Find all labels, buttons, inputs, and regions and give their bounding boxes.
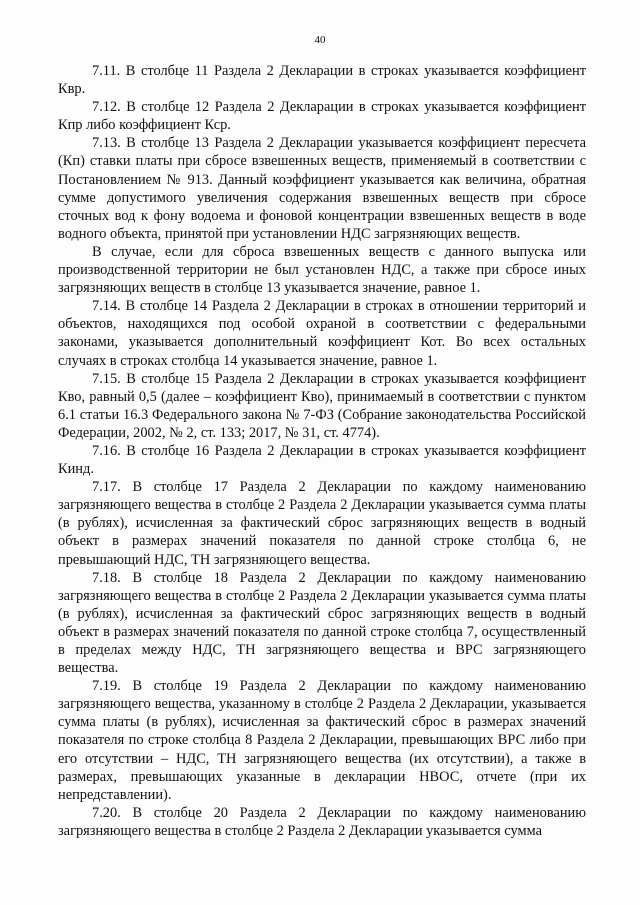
- paragraph-7-12: 7.12. В столбце 12 Раздела 2 Декларации в строках указывается коэффициент Кпр либо коэффициент Кср.: [58, 99, 586, 134]
- paragraph-7-18: 7.18. В столбце 18 Раздела 2 Декларации по каждому наименованию загрязняющего вещества в столбце 2 Раздела 2 Декларации указывается сумма платы (в рублях), исчисленная за фактический сброс загрязняющих веществ в водный объект в размерах значений показателя по данной строке столбца 7, осуществленный в пределах между НДС, ТН загрязняющего вещества и ВРС загрязняющего вещества.: [58, 569, 586, 677]
- page-number: 40: [314, 34, 326, 46]
- paragraph-7-15: 7.15. В столбце 15 Раздела 2 Декларации в строках указывается коэффициент Кво, равный 0,5 (далее – коэффициент Кво), принимаемый в соответствии с пунктом 6.1 статьи 16.3 Федерального закона № 7-ФЗ (Собрание законодательства Российской Федерации, 2002, № 2, ст. 133; 2017, № 31, ст. 4774).: [58, 370, 586, 441]
- paragraph-7-19: 7.19. В столбце 19 Раздела 2 Декларации по каждому наименованию загрязняющего вещества, указанному в столбце 2 Раздела 2 Декларации, указывается сумма платы (в рублях), исчисленная за фактический сброс в размерах значений показателя по строке столбца 8 Раздела 2 Декларации, превышающих ВРС либо при его отсутствии – НДС, ТН загрязняющего вещества (их отсутствии), а также в размерах, превышающих указанные в декларации НВОС, отчете (при их непредставлении).: [58, 678, 586, 803]
- paragraph-7-20: 7.20. В столбце 20 Раздела 2 Декларации по каждому наименованию загрязняющего вещества в столбце 2 Раздела 2 Декларации указывается сумма: [58, 804, 586, 839]
- paragraph-7-13: 7.13. В столбце 13 Раздела 2 Декларации указывается коэффициент пересчета (Кп) ставки платы при сбросе взвешенных веществ, применяемый в соответствии с Постановлением № 913. Данный коэффициент указывается как величина, обратная сумме допустимого увеличения содержания взвешенных веществ при сбросе сточных вод к фону водоема и фоновой концентрации взвешенных веществ в воде водного объекта, принятой при установлении НДС загрязняющих веществ.: [58, 135, 586, 242]
- paragraph-7-14: 7.14. В столбце 14 Раздела 2 Декларации в строках в отношении территорий и объектов, находящихся под особой охраной в соответствии с федеральными законами, указывается дополнительный коэффициент Кот. Во всех остальных случаях в строках столбца 14 указывается значение, равное 1.: [58, 298, 586, 369]
- paragraph-7-16: 7.16. В столбце 16 Раздела 2 Декларации в строках указывается коэффициент Кинд.: [58, 442, 586, 478]
- document-body: [58, 62, 586, 840]
- paragraph-7-13-continued: В случае, если для сброса взвешенных веществ с данного выпуска или производственной территории не был установлен НДС, а также при сбросе иных загрязняющих веществ в столбце 13 указывается значение, равное 1.: [58, 243, 586, 297]
- paragraph-7-17: 7.17. В столбце 17 Раздела 2 Декларации по каждому наименованию загрязняющего вещества в столбце 2 Раздела 2 Декларации указывается сумма платы (в рублях), исчисленная за фактический сброс загрязняющих веществ в водный объект в размерах значений показателя по данной строке столбца 6, не превышающий НДС, ТН загрязняющего вещества.: [58, 479, 586, 568]
- paragraph-7-11: 7.11. В столбце 11 Раздела 2 Декларации в строках указывается коэффициент Квр.: [58, 63, 586, 98]
